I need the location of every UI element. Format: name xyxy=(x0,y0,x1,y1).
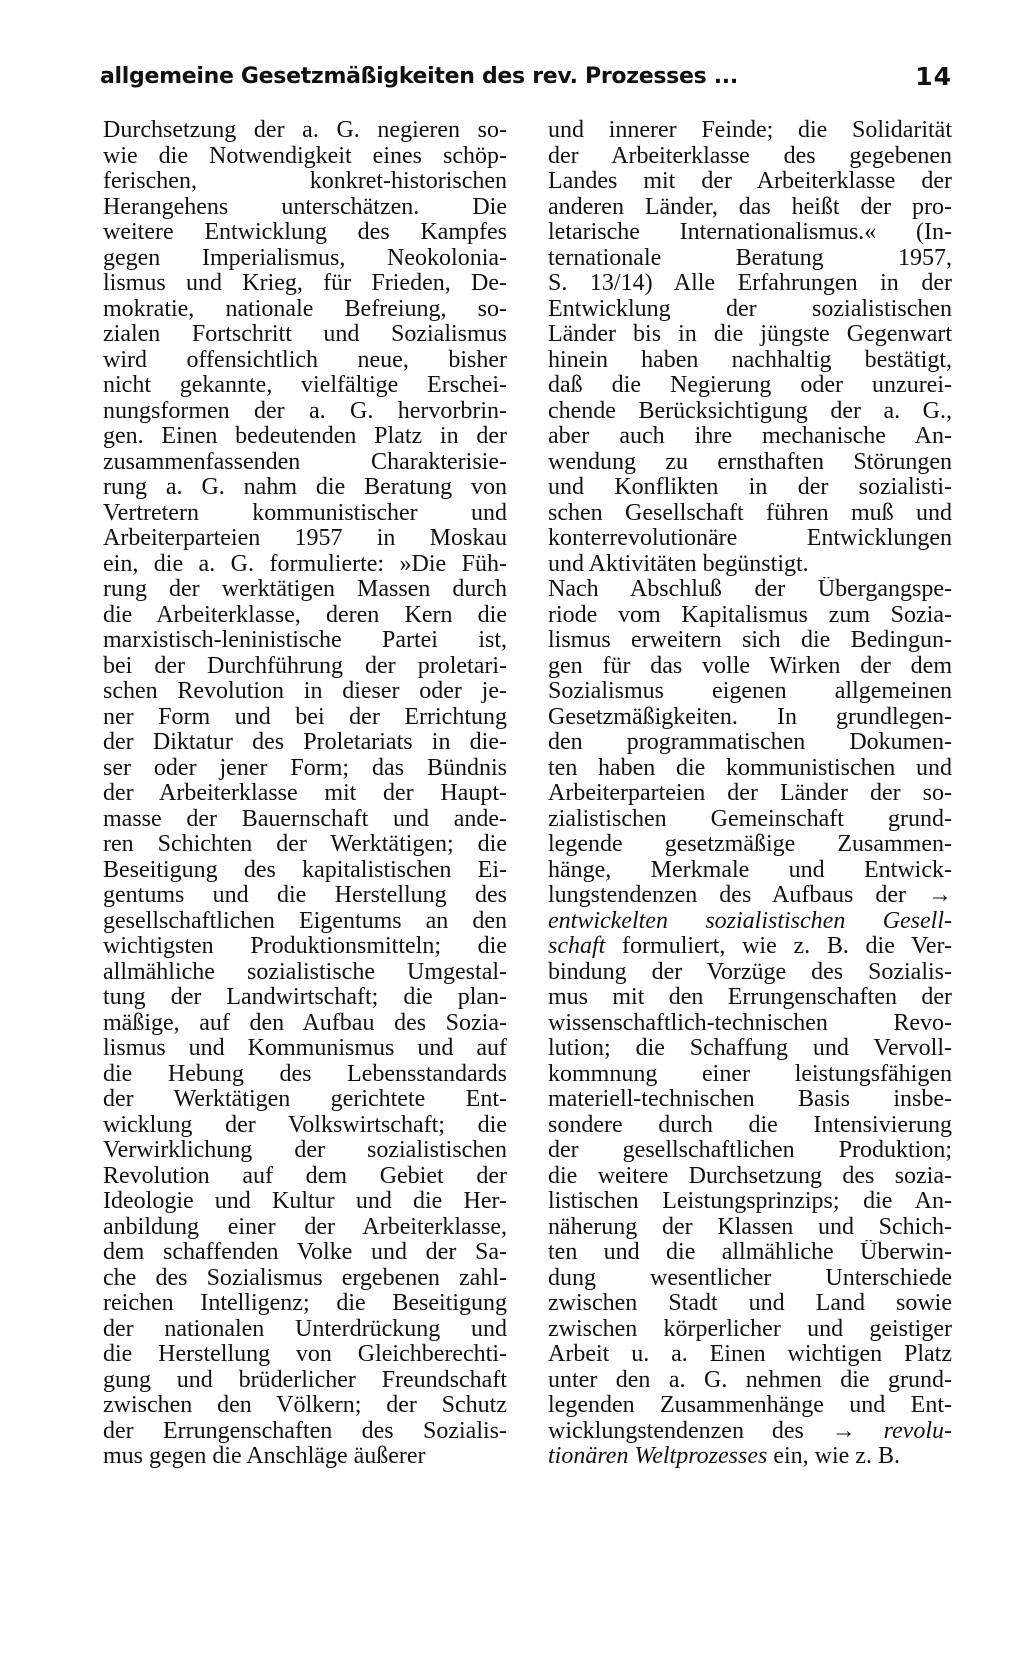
line-text: mokratie, nationale Befreiung, so- xyxy=(103,296,507,322)
line-text: listischen Leistungsprinzips; die An- xyxy=(548,1189,952,1214)
text-line xyxy=(103,1138,507,1164)
text-line xyxy=(548,679,952,705)
text-line xyxy=(103,526,507,552)
line-text: die Arbeiterklasse, deren Kern die xyxy=(103,602,507,628)
line-text: gung und brüderlicher Freundschaft xyxy=(103,1367,507,1393)
line-text: der Errungenschaften des Sozialis- xyxy=(103,1418,507,1444)
line-text: konterrevolutionäre Entwicklungen xyxy=(548,526,952,551)
line-text: ten und die allmähliche Überwin- xyxy=(548,1240,952,1265)
line-text: wicklung der Volkswirtschaft; die xyxy=(103,1112,507,1138)
line-text: hänge, Merkmale und Entwick- xyxy=(548,857,952,883)
line-text: gen. Einen bedeutenden Platz in der xyxy=(103,424,507,449)
line-text: dem schaffenden Volke und der Sa- xyxy=(103,1240,507,1265)
text-line xyxy=(103,730,507,756)
text-line xyxy=(103,246,507,272)
line-text: und innerer Feinde; die Solidarität xyxy=(548,118,952,143)
text-line xyxy=(548,1291,952,1317)
text-line xyxy=(103,399,507,425)
text-line xyxy=(103,807,507,833)
line-text: materiell-technischen Basis insbe- xyxy=(548,1087,952,1112)
line-text: Gesetzmäßigkeiten. In grundlegen- xyxy=(548,704,952,730)
text-line xyxy=(103,1189,507,1215)
line-text: gegen Imperialismus, Neokolonia- xyxy=(103,245,507,271)
italic-term: revolu- xyxy=(883,1418,952,1444)
line-text: wichtigsten Produktionsmitteln; die xyxy=(103,934,507,959)
text-line xyxy=(548,1011,952,1037)
text-line xyxy=(548,1215,952,1241)
line-text: sondere durch die Intensivierung xyxy=(548,1112,952,1138)
text-line xyxy=(548,322,952,348)
running-title: allgemeine Gesetzmäßigkeiten des rev. Prozesses ... xyxy=(100,64,738,89)
text-line xyxy=(103,654,507,680)
line-text: marxistisch-leninistische Partei ist, xyxy=(103,628,507,653)
line-text: chende Berücksichtigung der a. G., xyxy=(548,398,952,424)
line-text: ner Form und bei der Errichtung xyxy=(103,704,507,730)
text-line xyxy=(548,1419,952,1445)
line-text: ternationale Beratung 1957, xyxy=(548,245,952,271)
text-line xyxy=(548,985,952,1011)
text-line xyxy=(103,195,507,221)
text-line xyxy=(548,1113,952,1139)
text-line xyxy=(548,144,952,170)
line-text: wissenschaftlich-technischen Revo- xyxy=(548,1010,952,1036)
line-text: zusammenfassenden Charakterisie- xyxy=(103,449,507,475)
line-text: ren Schichten der Werktätigen; die xyxy=(103,832,507,857)
line-text: gen für das volle Wirken der dem xyxy=(548,653,952,679)
line-text: Verwirklichung der sozialistischen xyxy=(103,1138,507,1163)
text-line xyxy=(548,756,952,782)
line-text: mus mit den Errungenschaften der xyxy=(548,985,952,1010)
text-line xyxy=(548,654,952,680)
line-text: lismus und Kommunismus und auf xyxy=(103,1036,507,1061)
text-line xyxy=(103,1342,507,1368)
text-line xyxy=(103,1240,507,1266)
line-text: näherung der Klassen und Schich- xyxy=(548,1214,952,1240)
line-text: die Herstellung von Gleichberechti- xyxy=(103,1342,507,1367)
text-line xyxy=(103,628,507,654)
text-line xyxy=(103,552,507,578)
line-text: Ideologie und Kultur und die Her- xyxy=(103,1189,507,1214)
text-line xyxy=(103,450,507,476)
text-line xyxy=(103,1011,507,1037)
text-line xyxy=(103,424,507,450)
text-line xyxy=(548,220,952,246)
line-text: wird offensichtlich neue, bisher xyxy=(103,347,507,373)
line-text: nungsformen der a. G. hervorbrin- xyxy=(103,398,507,424)
text-line xyxy=(103,297,507,323)
line-text: formuliert, wie z. B. die Ver- xyxy=(605,934,952,959)
text-line xyxy=(103,1164,507,1190)
line-text: unter den a. G. nehmen die grund- xyxy=(548,1367,952,1393)
line-text: reichen Intelligenz; die Beseitigung xyxy=(103,1291,507,1316)
text-line xyxy=(548,1368,952,1394)
line-text: den programmatischen Dokumen- xyxy=(548,730,952,755)
line-text: Herangehens unterschätzen. Die xyxy=(103,194,507,220)
line-text: gesellschaftlichen Eigentums an den xyxy=(103,908,507,934)
text-line xyxy=(548,1393,952,1419)
text-line xyxy=(103,909,507,935)
line-text: kommnung einer leistungsfähigen xyxy=(548,1061,952,1087)
text-line xyxy=(548,1087,952,1113)
text-line xyxy=(103,1215,507,1241)
line-text: legenden Zusammenhänge und Ent- xyxy=(548,1393,952,1418)
text-line xyxy=(548,781,952,807)
line-text: lismus erweitern sich die Bedingun- xyxy=(548,628,952,653)
line-text: mäßige, auf den Aufbau des Sozia- xyxy=(103,1010,507,1036)
line-text: ein, die a. G. formulierte: »Die Füh- xyxy=(103,551,507,577)
line-text: bei der Durchführung der proletari- xyxy=(103,653,507,679)
line-text: dung wesentlicher Unterschiede xyxy=(548,1265,952,1291)
line-text: die weitere Durchsetzung des sozia- xyxy=(548,1163,952,1189)
line-text: schen Gesellschaft führen muß und xyxy=(548,500,952,526)
line-text: zwischen den Völkern; der Schutz xyxy=(103,1393,507,1418)
line-text: Entwicklung der sozialistischen xyxy=(548,296,952,322)
text-line xyxy=(548,271,952,297)
line-text: wendung zu ernsthaften Störungen xyxy=(548,449,952,475)
line-text: der Arbeiterklasse mit der Haupt- xyxy=(103,781,507,806)
line-text: zwischen körperlicher und geistiger xyxy=(548,1316,952,1342)
text-line xyxy=(103,271,507,297)
line-text: bindung der Vorzüge des Sozialis- xyxy=(548,959,952,985)
line-text: Arbeiterparteien der Länder der so- xyxy=(548,781,952,806)
running-header xyxy=(100,64,952,98)
line-text: masse der Bauernschaft und ande- xyxy=(103,806,507,832)
text-line xyxy=(103,220,507,246)
text-line xyxy=(103,1419,507,1445)
page-number: 14 xyxy=(915,62,952,91)
line-text: Vertretern kommunistischer und xyxy=(103,500,507,526)
line-text: und Konflikten in der sozialisti- xyxy=(548,475,952,500)
text-line xyxy=(103,883,507,909)
text-line xyxy=(103,322,507,348)
line-text: daß die Negierung oder unzurei- xyxy=(548,373,952,398)
line-text: rung a. G. nahm die Beratung von xyxy=(103,475,507,500)
italic-term: entwickelten sozialistischen Gesell- xyxy=(548,908,952,934)
text-line xyxy=(103,705,507,731)
line-text: mus gegen die Anschläge äußerer xyxy=(103,1444,426,1469)
text-line xyxy=(548,960,952,986)
text-line xyxy=(103,1113,507,1139)
text-line xyxy=(548,1317,952,1343)
line-text: lungstendenzen des Aufbaus der → xyxy=(548,883,952,908)
text-line xyxy=(103,475,507,501)
text-line xyxy=(548,1036,952,1062)
line-text: zwischen Stadt und Land sowie xyxy=(548,1291,952,1316)
text-column-right xyxy=(548,118,952,1470)
text-line xyxy=(548,348,952,374)
line-text: allmähliche sozialistische Umgestal- xyxy=(103,959,507,985)
line-text: legende gesetzmäßige Zusammen- xyxy=(548,832,952,857)
text-line xyxy=(548,552,952,578)
text-line xyxy=(103,832,507,858)
line-text: Nach Abschluß der Übergangspe- xyxy=(548,577,952,602)
line-text: che des Sozialismus ergebenen zahl- xyxy=(103,1265,507,1291)
text-line xyxy=(548,705,952,731)
text-line xyxy=(548,1164,952,1190)
text-line xyxy=(548,1342,952,1368)
line-text: gentums und die Herstellung des xyxy=(103,883,507,908)
text-line xyxy=(548,450,952,476)
line-text: und Aktivitäten begünstigt. xyxy=(548,551,809,577)
line-text: wie die Notwendigkeit eines schöp- xyxy=(103,143,507,169)
text-line xyxy=(548,934,952,960)
text-line xyxy=(548,1266,952,1292)
line-text: Arbeit u. a. Einen wichtigen Platz xyxy=(548,1342,952,1367)
text-line xyxy=(548,858,952,884)
text-line xyxy=(103,577,507,603)
text-line xyxy=(103,985,507,1011)
line-text: zialen Fortschritt und Sozialismus xyxy=(103,322,507,347)
line-text: anbildung einer der Arbeiterklasse, xyxy=(103,1214,507,1240)
text-line xyxy=(103,960,507,986)
text-line xyxy=(548,297,952,323)
line-text: ten haben die kommunistischen und xyxy=(548,755,952,781)
line-text: Sozialismus eigenen allgemeinen xyxy=(548,679,952,704)
text-line xyxy=(548,628,952,654)
line-text: der gesellschaftlichen Produktion; xyxy=(548,1138,952,1163)
text-line xyxy=(548,169,952,195)
line-text: die Hebung des Lebensstandards xyxy=(103,1061,507,1087)
text-line xyxy=(103,1266,507,1292)
text-line xyxy=(103,373,507,399)
line-text: Durchsetzung der a. G. negieren so- xyxy=(103,118,507,143)
line-text: Arbeiterparteien 1957 in Moskau xyxy=(103,526,507,551)
line-text: lismus und Krieg, für Frieden, De- xyxy=(103,271,507,296)
line-text: letarische Internationalismus.« (In- xyxy=(548,220,952,245)
text-line xyxy=(548,807,952,833)
text-line xyxy=(548,1062,952,1088)
text-line xyxy=(103,1291,507,1317)
text-line xyxy=(548,399,952,425)
text-line xyxy=(103,1368,507,1394)
line-text: Länder bis in die jüngste Gegenwart xyxy=(548,322,952,347)
text-line xyxy=(548,526,952,552)
text-line xyxy=(103,756,507,782)
text-line xyxy=(103,348,507,374)
line-text: hinein haben nachhaltig bestätigt, xyxy=(548,347,952,373)
text-line xyxy=(103,1393,507,1419)
text-line xyxy=(548,1240,952,1266)
text-line xyxy=(548,883,952,909)
line-text: Beseitigung des kapitalistischen Ei- xyxy=(103,857,507,883)
line-text: anderen Länder, das heißt der pro- xyxy=(548,194,952,220)
line-text: aber auch ihre mechanische An- xyxy=(548,424,952,449)
italic-term: schaft xyxy=(548,934,606,959)
text-line xyxy=(103,1036,507,1062)
text-line xyxy=(548,246,952,272)
line-text: weitere Entwicklung des Kampfes xyxy=(103,220,507,245)
text-line xyxy=(548,501,952,527)
line-text: ferischen, konkret-historischen xyxy=(103,169,507,194)
line-text: Revolution auf dem Gebiet der xyxy=(103,1163,507,1189)
text-line xyxy=(103,1444,507,1470)
text-line xyxy=(548,373,952,399)
text-line xyxy=(103,1062,507,1088)
text-line xyxy=(548,577,952,603)
text-line xyxy=(548,603,952,629)
line-text: schen Revolution in dieser oder je- xyxy=(103,679,507,704)
line-text: Landes mit der Arbeiterklasse der xyxy=(548,169,952,194)
text-line xyxy=(548,1189,952,1215)
line-text: ser oder jener Form; das Bündnis xyxy=(103,755,507,781)
line-text: zialistischen Gemeinschaft grund- xyxy=(548,806,952,832)
text-line xyxy=(548,909,952,935)
line-text: der Arbeiterklasse des gegebenen xyxy=(548,143,952,169)
line-text: wicklungstendenzen des → xyxy=(548,1418,884,1444)
text-line xyxy=(103,169,507,195)
text-line xyxy=(103,679,507,705)
text-line xyxy=(103,781,507,807)
text-line xyxy=(548,730,952,756)
text-line xyxy=(548,195,952,221)
text-line xyxy=(548,424,952,450)
text-line xyxy=(103,144,507,170)
text-line xyxy=(548,1138,952,1164)
text-line xyxy=(548,118,952,144)
text-line xyxy=(103,858,507,884)
line-text: der nationalen Unterdrückung und xyxy=(103,1316,507,1342)
text-line xyxy=(103,118,507,144)
text-line xyxy=(548,475,952,501)
line-text: lution; die Schaffung und Vervoll- xyxy=(548,1036,952,1061)
line-text: der Werktätigen gerichtete Ent- xyxy=(103,1087,507,1112)
line-text: der Diktatur des Proletariats in die- xyxy=(103,730,507,755)
line-text: nicht gekannte, vielfältige Erschei- xyxy=(103,373,507,398)
text-line xyxy=(548,832,952,858)
text-line xyxy=(103,1317,507,1343)
text-line xyxy=(103,934,507,960)
text-line xyxy=(548,1444,952,1470)
text-column-left xyxy=(103,118,507,1470)
italic-term: tionären Weltprozesses xyxy=(548,1444,768,1469)
text-line xyxy=(103,1087,507,1113)
line-text: rung der werktätigen Massen durch xyxy=(103,577,507,602)
text-line xyxy=(103,603,507,629)
line-text: riode vom Kapitalismus zum Sozia- xyxy=(548,602,952,628)
text-line xyxy=(103,501,507,527)
line-text: ein, wie z. B. xyxy=(767,1444,900,1469)
line-text: S. 13/14) Alle Erfahrungen in der xyxy=(548,271,952,296)
line-text: tung der Landwirtschaft; die plan- xyxy=(103,985,507,1010)
